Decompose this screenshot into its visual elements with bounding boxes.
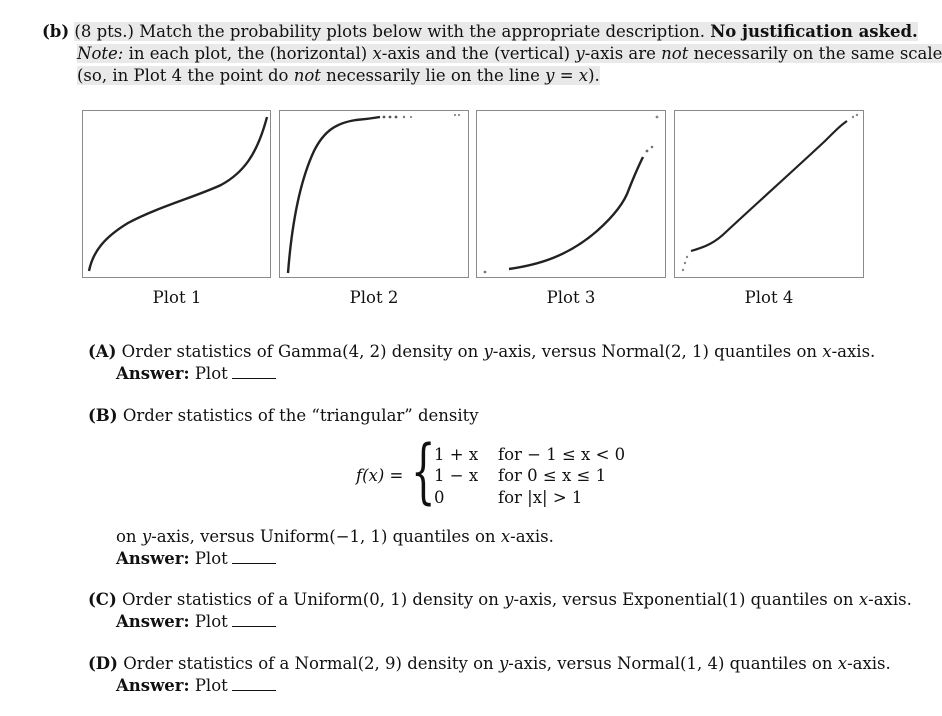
no-justification-note: No justification asked.	[710, 22, 918, 41]
plot-3-frame	[476, 110, 666, 278]
question-c: (C) Order statistics of a Uniform(0, 1) density on y-axis, versus Exponential(1) quantiles on x-axis.	[88, 590, 912, 609]
question-d: (D) Order statistics of a Normal(2, 9) density on y-axis, versus Normal(1, 4) quantiles on x-axis.	[88, 654, 891, 673]
answer-b-blank[interactable]	[232, 549, 276, 564]
question-header-line1	[42, 22, 918, 41]
plot-1-frame	[82, 110, 271, 278]
case-3-expr: 0	[434, 488, 445, 507]
plot-4-caption: Plot 4	[744, 288, 794, 307]
case-3-cond: for |x| > 1	[498, 488, 583, 507]
plot-2-frame	[279, 110, 469, 278]
plot-3-caption: Plot 3	[546, 288, 596, 307]
question-b-tail: on y-axis, versus Uniform(−1, 1) quantiles on x-axis.	[116, 527, 554, 546]
plot-4-frame	[674, 110, 864, 278]
plot-2-caption: Plot 2	[349, 288, 399, 307]
piecewise-lhs: f(x) =	[356, 466, 404, 485]
case-2-cond: for 0 ≤ x ≤ 1	[498, 466, 607, 485]
answer-d-blank[interactable]	[232, 676, 276, 691]
case-2-expr: 1 − x	[434, 466, 479, 485]
plot-4-curve	[675, 111, 865, 279]
answer-d: Answer: Plot	[116, 676, 276, 695]
piecewise-brace: {	[411, 430, 436, 512]
question-b: (B) Order statistics of the “triangular” density	[88, 406, 479, 425]
plot-2-curve	[280, 111, 470, 279]
answer-c-blank[interactable]	[232, 612, 276, 627]
answer-b: Answer: Plot	[116, 549, 276, 568]
instruction: Match the probability plots below with the appropriate description.	[139, 22, 705, 41]
part-label: (b)	[42, 22, 70, 41]
plot-1-caption: Plot 1	[152, 288, 202, 307]
case-1-cond: for − 1 ≤ x < 0	[498, 445, 626, 464]
question-a: (A) Order statistics of Gamma(4, 2) density on y-axis, versus Normal(2, 1) quantiles on x-axis.	[88, 342, 876, 361]
answer-c: Answer: Plot	[116, 612, 276, 631]
plot-3-curve	[477, 111, 667, 279]
answer-a-blank[interactable]	[232, 364, 276, 379]
points: (8 pts.)	[74, 22, 134, 41]
note-line1: Note: in each plot, the (horizontal) x-axis and the (vertical) y-axis are not necessarily on the same scale	[77, 44, 942, 63]
note-line2: (so, in Plot 4 the point do not necessarily lie on the line y = x).	[77, 66, 600, 85]
case-1-expr: 1 + x	[434, 445, 479, 464]
answer-a: Answer: Plot	[116, 364, 276, 383]
plot-1-curve	[83, 111, 272, 279]
